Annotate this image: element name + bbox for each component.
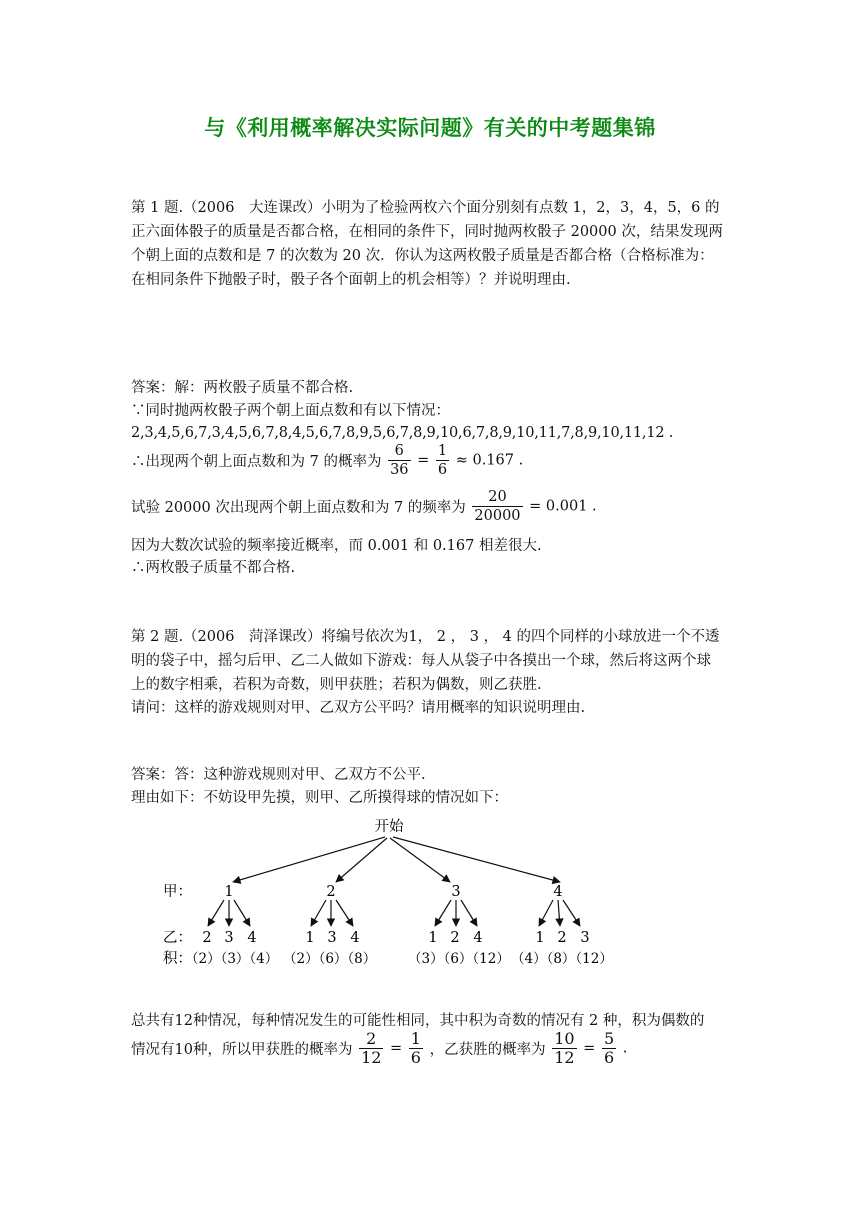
- tree-ji-1: （2）（3）（4）: [185, 951, 279, 967]
- equals-sign: =: [390, 1040, 403, 1057]
- tree-jia-2: 2: [326, 884, 336, 900]
- a1-probability-text: ∴出现两个朝上面点数和为 7 的概率为: [131, 454, 382, 470]
- fraction-denominator: 12: [554, 1048, 575, 1067]
- a2-summary-line-1: 总共有12种情况，每种情况发生的可能性相同，其中积为奇数的情况有 2 种，积为偶数的: [131, 1013, 705, 1029]
- tree-ji-3: （3）（6）（12）: [408, 951, 510, 967]
- tree-branch-arrows: [208, 900, 580, 926]
- equals-sign: =: [583, 1040, 596, 1057]
- equals-sign: =: [417, 452, 430, 469]
- fraction-numerator: 5: [603, 1029, 615, 1048]
- tree-root-label: 开始: [374, 819, 404, 835]
- fraction-denominator: 36: [390, 462, 409, 478]
- a2-line-2: 理由如下：不妨设甲先摸，则甲、乙所摸得球的情况如下：: [131, 790, 508, 806]
- a1-line-6: 因为大数次试验的频率接近概率，而 0.001 和 0.167 相差很大.: [131, 538, 542, 554]
- fraction-denominator: 6: [603, 1048, 615, 1067]
- tree-jia-4: 4: [553, 884, 563, 900]
- fraction-denominator: 20000: [474, 508, 521, 524]
- fraction-5-6: [602, 1030, 616, 1067]
- tree-jia-3: 3: [451, 884, 461, 900]
- q2-line-2: 明的袋子中，摇匀后甲、乙二人做如下游戏：每人从袋子中各摸出一个球，然后将这两个球: [131, 653, 711, 669]
- tree-root-arrows: [233, 837, 560, 882]
- fraction-numerator: 1: [437, 443, 448, 459]
- tree-ji-4: （4）（8）（12）: [511, 951, 613, 967]
- approx-value: ≈ 0.167 .: [455, 452, 524, 469]
- arrow-1-to-2: [208, 900, 224, 926]
- q2-line-4: 请问：这样的游戏规则对甲、乙双方公平吗？请用概率的知识说明理由.: [131, 700, 586, 716]
- tree-yi-3-c: 4: [473, 930, 483, 946]
- fraction-denominator: 6: [437, 462, 448, 478]
- tree-yi-2-a: 1: [305, 930, 315, 946]
- tree-yi-1-a: 2: [202, 930, 212, 946]
- page-title: 与《利用概率解决实际问题》有关的中考题集锦: [204, 116, 656, 140]
- frequency-value: = 0.001 .: [529, 498, 597, 515]
- tree-yi-3-a: 1: [428, 930, 438, 946]
- a1-line-7: ∴两枚骰子质量不都合格.: [131, 560, 296, 576]
- fraction-denominator: 12: [361, 1048, 382, 1067]
- fraction-denominator: 6: [410, 1048, 421, 1067]
- arrow-4-to-1: [539, 900, 553, 926]
- a1-frequency-text: 试验 20000 次出现两个朝上面点数和为 7 的频率为: [131, 500, 466, 516]
- q1-line-3: 个朝上面的点数和是 7 的次数为 20 次．你认为这两枚骰子质量是否都合格（合格标准为：: [131, 248, 714, 264]
- q2-line-3: 上的数字相乘，若积为奇数，则甲获胜；若积为偶数，则乙获胜.: [131, 677, 542, 693]
- a2-line-1: 答案：答：这种游戏规则对甲、乙双方不公平.: [131, 767, 426, 783]
- fraction-numerator: 6: [388, 442, 410, 461]
- a2-summary-end: .: [622, 1040, 628, 1057]
- tree-yi-4-c: 3: [580, 930, 590, 946]
- q1-line-2: 正六面体骰子的质量是否都合格，在相同的条件下，同时抛两枚骰子 20000 次，结果发现两: [131, 224, 723, 240]
- tree-yi-4-a: 1: [535, 930, 545, 946]
- arrow-4-to-2: [558, 900, 560, 926]
- arrow-root-to-2: [336, 838, 387, 882]
- arrow-2-to-1: [311, 900, 326, 926]
- fraction-numerator: 2: [359, 1030, 383, 1049]
- tree-yi-1-b: 3: [224, 930, 234, 946]
- a2-summary-line-2: [131, 1030, 627, 1067]
- tree-jia-1: 1: [224, 884, 234, 900]
- arrow-2-to-4: [336, 900, 353, 926]
- tree-yi-1-c: 4: [247, 930, 257, 946]
- fraction-1-6-b: [409, 1030, 423, 1067]
- arrow-1-to-4: [234, 900, 250, 926]
- arrow-4-to-3: [563, 900, 580, 926]
- tree-yi-2-c: 4: [350, 930, 360, 946]
- fraction-10-12: [552, 1030, 576, 1067]
- fraction-numerator: 10: [554, 1029, 575, 1048]
- q1-line-4: 在相同条件下抛骰子时，骰子各个面朝上的机会相等）？并说明理由.: [131, 272, 571, 288]
- tree-yi-3-b: 2: [450, 930, 460, 946]
- arrow-3-to-4: [461, 900, 477, 926]
- q1-line-1: 第 1 题.（2006 大连课改）小明为了检验两枚六个面分别刻有点数 1，2，3，4，5，6 的: [131, 200, 720, 216]
- fraction-numerator: 1: [410, 1029, 421, 1048]
- yi-label: 乙：: [163, 930, 192, 946]
- a1-line-2: ∵同时抛两枚骰子两个朝上面点数和有以下情况：: [131, 403, 450, 419]
- fraction-numerator: 20: [472, 488, 522, 507]
- fraction-2-12: [359, 1030, 383, 1067]
- a1-sum-list: 2,3,4,5,6,7,3,4,5,6,7,8,4,5,6,7,8,9,5,6,7,8,9,10,6,7,8,9,10,11,7,8,9,10,11,12 .: [131, 425, 674, 441]
- tree-yi-2-b: 3: [327, 930, 337, 946]
- arrow-3-to-1: [435, 900, 451, 926]
- ji-label: 积：: [163, 951, 192, 967]
- q2-line-1: 第 2 题.（2006 菏泽课改）将编号依次为1， 2 ， 3 ， 4 的四个同样的小球放进一个不透: [131, 629, 720, 645]
- arrow-root-to-4: [393, 837, 560, 882]
- a2-summary-text-1: 情况有10种，所以甲获胜的概率为: [131, 1042, 353, 1058]
- tree-yi-4-b: 2: [557, 930, 567, 946]
- jia-label: 甲：: [163, 884, 192, 900]
- a2-summary-text-2: ，乙获胜的概率为: [429, 1042, 546, 1058]
- tree-ji-2: （2）（6）（8）: [283, 951, 377, 967]
- a1-line-1: 答案：解：两枚骰子质量不都合格.: [131, 380, 354, 396]
